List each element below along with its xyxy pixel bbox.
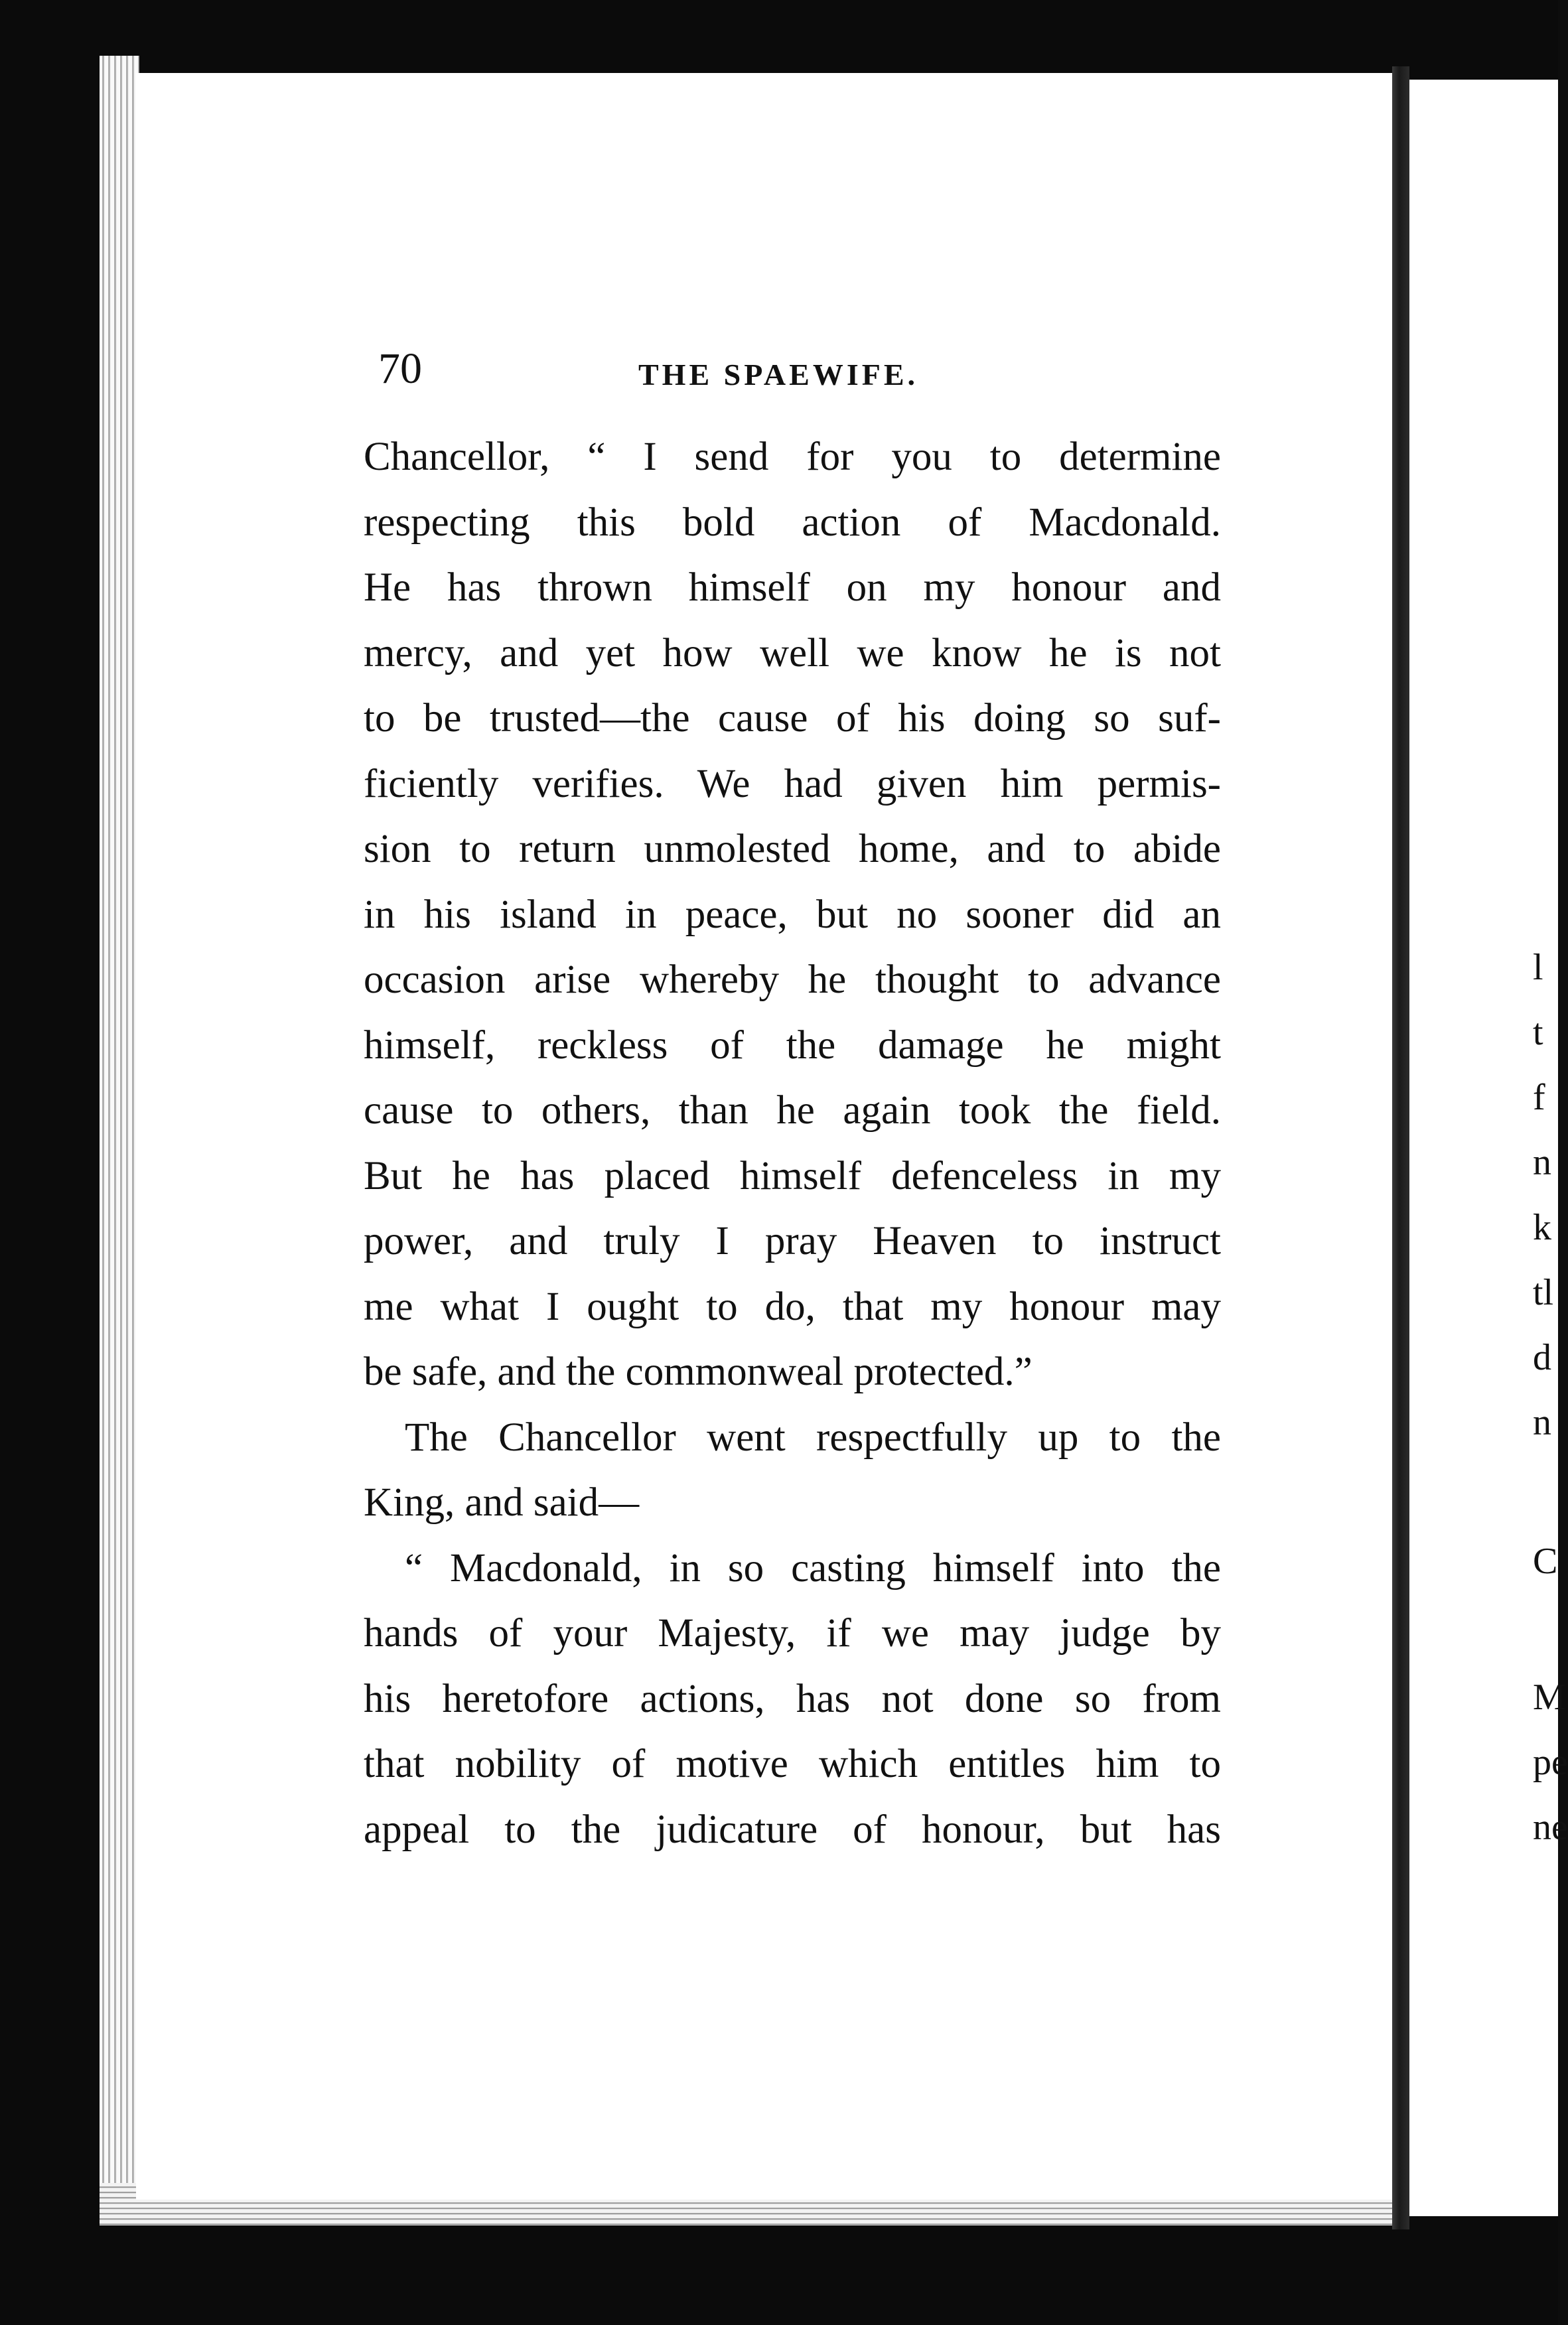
text-line: cause to others, than he again took the field. (364, 1088, 1221, 1133)
book-gutter (1392, 66, 1409, 2229)
text-line: sion to return unmolested home, and to abide (364, 827, 1221, 871)
text-line: to be trusted—the cause of his doing so suf- (364, 696, 1221, 740)
text-line: mercy, and yet how well we know he is not (364, 630, 1221, 675)
facing-fragment: C (1533, 1541, 1558, 1582)
text-line: appeal to the judicature of honour, but has (364, 1807, 1221, 1852)
text-line: occasion arise whereby he thought to advance (364, 957, 1221, 1002)
text-line: that nobility of motive which entitles him to (364, 1742, 1221, 1786)
facing-fragment: f (1533, 1077, 1545, 1118)
text-line: He has thrown himself on my honour and (364, 565, 1221, 610)
facing-fragment: n (1533, 1402, 1551, 1443)
text-line: his heretofore actions, has not done so from (364, 1676, 1221, 1721)
facing-fragment: t (1533, 1012, 1543, 1053)
text-line: “ Macdonald, in so casting himself into the (405, 1545, 1221, 1590)
page-stack-edges (100, 56, 139, 2225)
text-line: The Chancellor went respectfully up to the (405, 1415, 1221, 1460)
facing-fragment: k (1533, 1207, 1551, 1248)
facing-fragment: l (1533, 947, 1543, 988)
text-line: King, and said— (364, 1480, 640, 1525)
facing-fragment: ne (1533, 1807, 1568, 1848)
facing-fragment: tl (1533, 1272, 1554, 1313)
text-line: himself, reckless of the damage he might (364, 1022, 1221, 1068)
text-line: ficiently verifies. We had given him permis- (364, 761, 1221, 806)
text-line: But he has placed himself defenceless in my (364, 1153, 1221, 1198)
running-title: THE SPAEWIFE. (638, 358, 918, 391)
facing-fragment: d (1533, 1337, 1551, 1378)
text-line: Chancellor, “ I send for you to determine (364, 435, 1221, 479)
text-line: respecting this bold action of Macdonald. (364, 500, 1221, 545)
text-line: me what I ought to do, that my honour may (364, 1284, 1221, 1329)
text-line: be safe, and the commonweal protected.” (364, 1350, 1033, 1394)
page-header (378, 344, 1214, 397)
facing-fragment: M (1533, 1677, 1566, 1718)
page-number: 70 (378, 344, 422, 393)
body-text (364, 425, 1221, 1863)
facing-fragment: n (1533, 1142, 1551, 1183)
facing-fragment: pe (1533, 1742, 1568, 1783)
text-line: power, and truly I pray Heaven to instruct (364, 1219, 1221, 1263)
text-line: hands of your Majesty, if we may judge by (364, 1611, 1221, 1656)
text-line: in his island in peace, but no sooner did an (364, 892, 1221, 937)
